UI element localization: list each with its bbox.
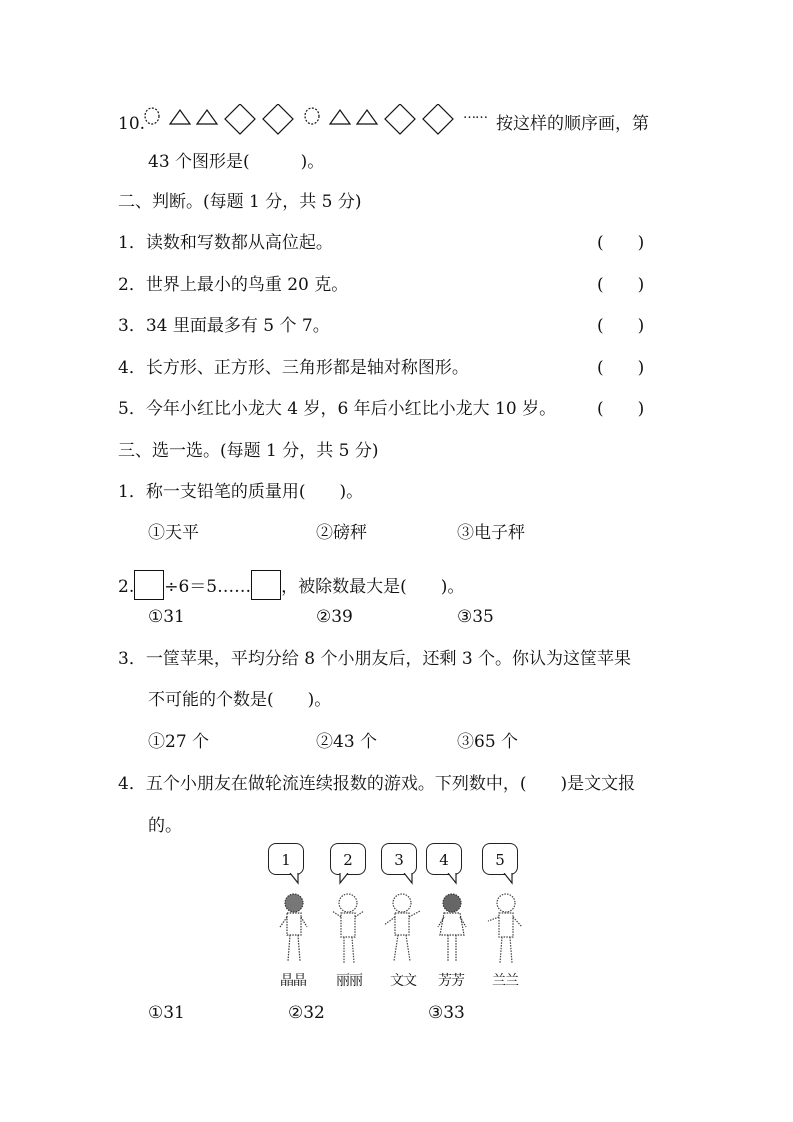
choice-q2-option-2[interactable]: ②39 (316, 607, 353, 627)
dividend-blank-box[interactable] (134, 570, 164, 600)
judge-item-3: 3．34 里面最多有 5 个 7。 (118, 316, 330, 336)
choice-q2-option-1[interactable]: ①31 (148, 607, 185, 627)
section-2-title: 二、判断。(每题 1 分，共 5 分) (118, 192, 362, 212)
girl-figure-icon (276, 891, 312, 967)
choice-q1-option-3[interactable]: ③电子秤 (457, 523, 525, 543)
circle-icon (305, 108, 319, 124)
choice-q3-option-1[interactable]: ①27 个 (148, 732, 210, 752)
girl-figure-icon (330, 891, 366, 967)
shape-sequence (143, 104, 493, 134)
choice-q1-option-2[interactable]: ②磅秤 (316, 523, 367, 543)
kids-counting-illustration (262, 843, 532, 993)
question-10-text-line2: 43 个图形是( )。 (148, 152, 325, 172)
choice-q4-option-2[interactable]: ②32 (288, 1003, 325, 1023)
judge-answer-4[interactable]: ( ) (597, 358, 645, 378)
speech-bubble-1: 1 (268, 843, 304, 875)
diamond-icon (423, 104, 453, 134)
triangle-icon (197, 110, 217, 124)
kid-name-5: 兰兰 (492, 973, 518, 989)
ellipsis: …… (463, 107, 487, 122)
choice-q2-tail: ，被除数最大是( )。 (281, 577, 465, 597)
choice-q4-option-1[interactable]: ①31 (148, 1003, 185, 1023)
triangle-icon (330, 110, 350, 124)
kid-name-4: 芳芳 (438, 973, 464, 989)
speech-bubble-3: 3 (381, 843, 417, 875)
judge-answer-2[interactable]: ( ) (597, 275, 645, 295)
diamond-icon (263, 104, 293, 134)
remainder-blank-box[interactable] (251, 570, 281, 600)
circle-icon (145, 108, 159, 124)
choice-q3-text-line2: 不可能的个数是( )。 (148, 690, 332, 710)
question-10-number: 10. (118, 114, 146, 134)
judge-item-5: 5．今年小红比小龙大 4 岁，6 年后小红比小龙大 10 岁。 (118, 399, 557, 419)
speech-bubble-2: 2 (330, 843, 366, 875)
girl-figure-icon (486, 891, 526, 967)
judge-answer-3[interactable]: ( ) (597, 316, 645, 336)
question-10-text: 按这样的顺序画，第 (496, 114, 649, 134)
judge-item-2: 2．世界上最小的鸟重 20 克。 (118, 275, 349, 295)
choice-q2-equation: ÷6＝5…… (164, 577, 252, 597)
choice-q3-option-3[interactable]: ③65 个 (457, 732, 519, 752)
kid-name-3: 文文 (390, 973, 416, 989)
kid-name-2: 丽丽 (336, 973, 362, 989)
speech-bubble-4: 4 (426, 843, 462, 875)
diamond-icon (225, 104, 255, 134)
choice-q4-text-line2: 的。 (148, 816, 182, 836)
triangle-icon (357, 110, 377, 124)
speech-bubble-5: 5 (482, 843, 518, 875)
girl-figure-icon (434, 891, 470, 967)
judge-answer-1[interactable]: ( ) (597, 233, 645, 253)
choice-q2-option-3[interactable]: ③35 (457, 607, 494, 627)
choice-q3-text: 3．一筐苹果，平均分给 8 个小朋友后，还剩 3 个。你认为这筐苹果 (118, 649, 632, 669)
section-3-title: 三、选一选。(每题 1 分，共 5 分) (118, 441, 379, 461)
choice-q1-option-1[interactable]: ①天平 (148, 523, 199, 543)
judge-item-1: 1．读数和写数都从高位起。 (118, 233, 333, 253)
kid-name-1: 晶晶 (280, 973, 306, 989)
choice-q2-number: 2. (118, 577, 135, 597)
girl-figure-icon (382, 891, 422, 967)
judge-answer-5[interactable]: ( ) (597, 399, 645, 419)
choice-q2-text (118, 570, 464, 600)
diamond-icon (385, 104, 415, 134)
judge-item-4: 4．长方形、正方形、三角形都是轴对称图形。 (118, 358, 469, 378)
triangle-icon (170, 110, 190, 124)
choice-q4-text: 4．五个小朋友在做轮流连续报数的游戏。下列数中，( )是文文报 (118, 774, 636, 794)
choice-q4-option-3[interactable]: ③33 (428, 1003, 465, 1023)
choice-q3-option-2[interactable]: ②43 个 (316, 732, 378, 752)
choice-q1-text: 1．称一支铅笔的质量用( )。 (118, 482, 364, 502)
